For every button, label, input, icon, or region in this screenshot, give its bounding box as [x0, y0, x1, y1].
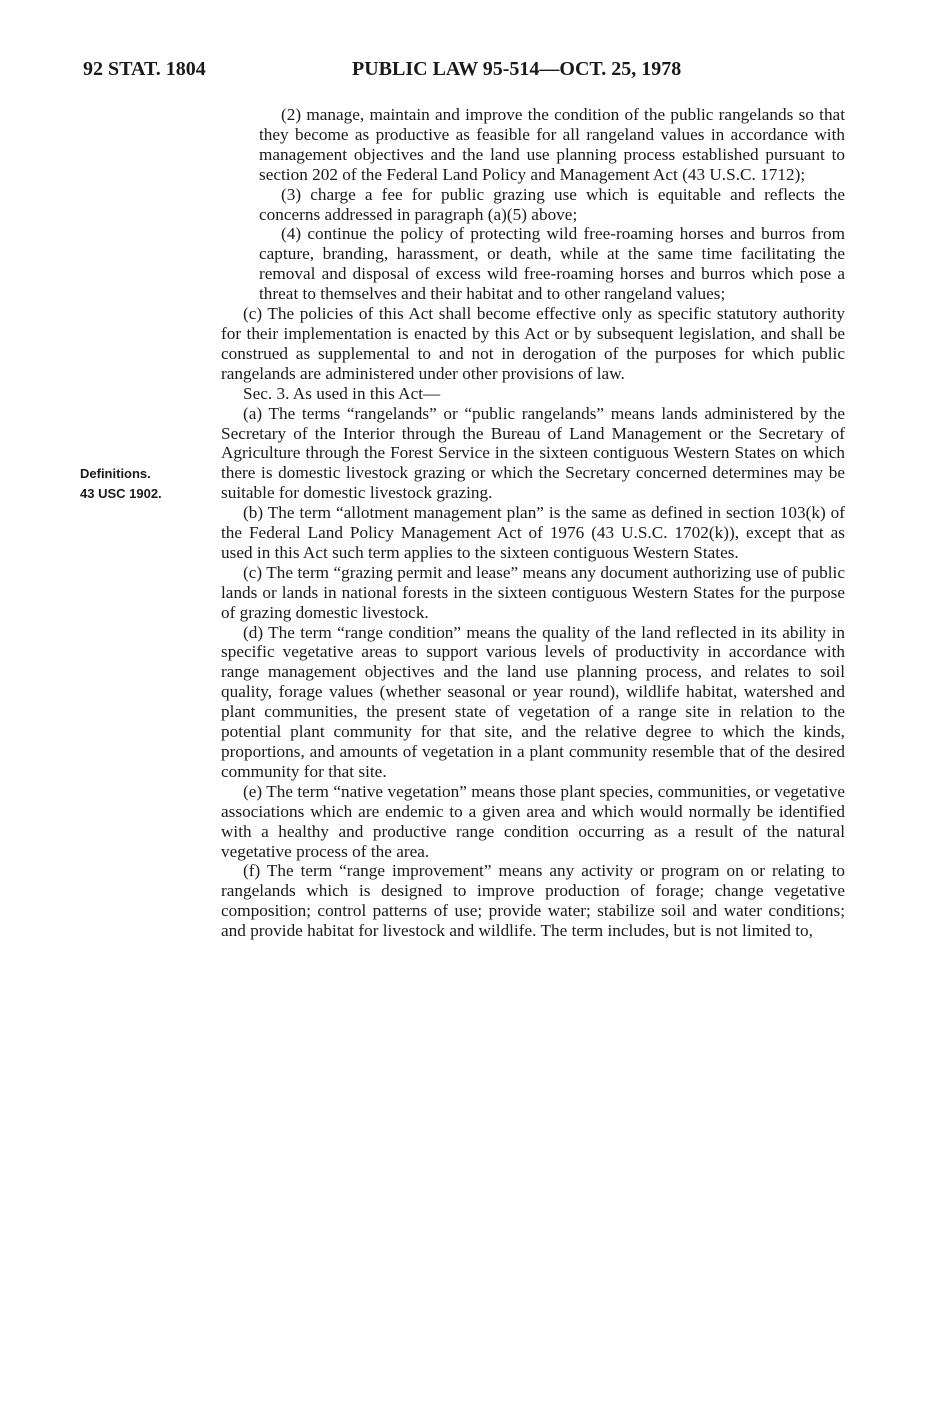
paragraph-4: (4) continue the policy of protecting wild free-roaming horses and burros from capture, branding, harassment, or death, while at the same time facilitating the removal and disposal of excess wild free-roaming horses and burros which pose a threat to themselves and their habitat and to other rangeland values; [259, 224, 845, 304]
stat-reference: 92 STAT. 1804 [83, 58, 206, 80]
paragraph-f-range-improvement: (f) The term “range improvement” means any activity or program on or relating to rangelands which is designed to improve production of forage; change vegetative composition; control patterns of use; provide water; stabilize soil and water conditions; and provide habitat for livestock and wildlife. The term includes, but is not limited to, [221, 861, 845, 941]
margin-note-usc-reference: 43 USC 1902. [80, 486, 162, 501]
paragraph-3: (3) charge a fee for public grazing use which is equitable and reflects the concerns addressed in paragraph (a)(5) above; [259, 184, 845, 224]
paragraph-a-rangelands: (a) The terms “rangelands” or “public rangelands” means lands administered by the Secretary of the Interior through the Bureau of Land Management or the Secretary of Agriculture through the Forest Service in the sixteen contiguous Western States on which there is domestic livestock grazing or which the Secretary concerned determines may be suitable for domestic livestock grazing. [221, 403, 845, 503]
body-text [221, 105, 845, 941]
paragraph-e-native-vegetation: (e) The term “native vegetation” means those plant species, communities, or vegetative associations which are endemic to a given area and which would normally be identified with a healthy and productive range condition occurring as a result of the natural vegetative process of the area. [221, 781, 845, 861]
margin-note-definitions: Definitions. [80, 466, 151, 481]
section-3-heading: Sec. 3. As used in this Act— [243, 383, 441, 403]
paragraph-2: (2) manage, maintain and improve the condition of the public rangelands so that they become as productive as feasible for all rangeland values in accordance with management objectives and the land use planning process established pursuant to section 202 of the Federal Land Policy and Management Act (43 U.S.C. 1712); [259, 105, 845, 184]
law-title: PUBLIC LAW 95-514—OCT. 25, 1978 [352, 58, 682, 80]
paragraph-c-policies: (c) The policies of this Act shall become effective only as specific statutory authority for their implementation is enacted by this Act or by subsequent legislation, and shall be construed as supplemental to and not in derogation of the purposes for which public rangelands are administered under other provisions of law. [221, 304, 845, 383]
page-header [0, 58, 940, 82]
paragraph-c-grazing-permit: (c) The term “grazing permit and lease” means any document authorizing use of public lands or lands in national forests in the sixteen contiguous Western States for the purpose of grazing domestic livestock. [221, 562, 845, 622]
paragraph-b-allotment: (b) The term “allotment management plan” is the same as defined in section 103(k) of the Federal Land Policy Management Act of 1976 (43 U.S.C. 1702(k)), except that as used in this Act such term applies to the sixteen contiguous Western States. [221, 503, 845, 562]
paragraph-d-range-condition: (d) The term “range condition” means the quality of the land reflected in its ability in specific vegetative areas to support various levels of productivity in accordance with range management objectives and the land use planning process, and relates to soil quality, forage values (whether seasonal or year round), wildlife habitat, watershed and plant communities, the present state of vegetation of a range site in relation to the potential plant community for that site, and the relative degree to which the kinds, proportions, and amounts of vegetation in a plant community resemble that of the desired community for that site. [221, 622, 845, 781]
